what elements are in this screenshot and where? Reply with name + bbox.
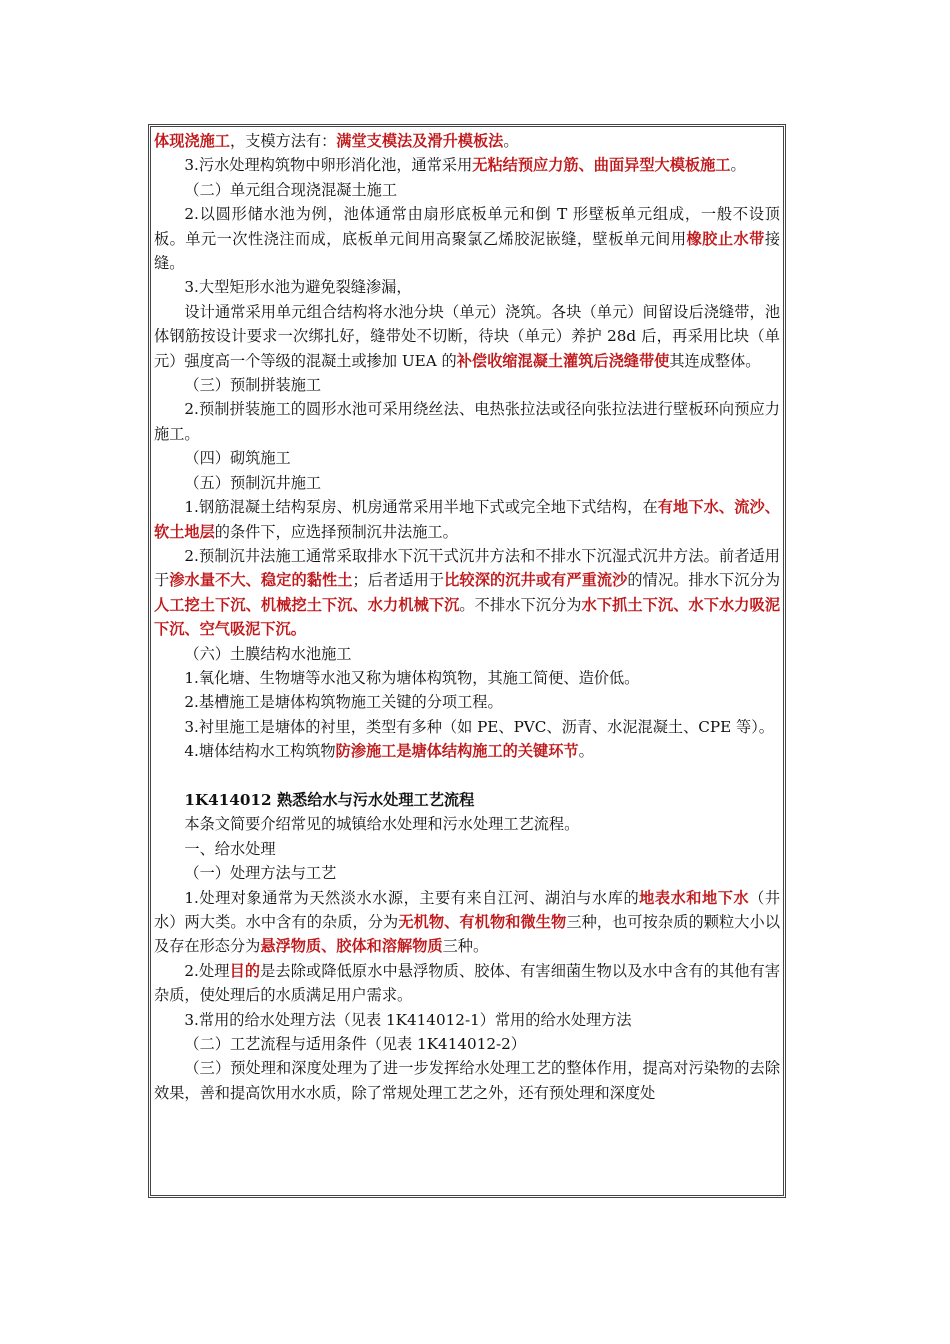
body-text: ；后者适用于 xyxy=(352,571,445,590)
body-text: 一、给水处理 xyxy=(184,839,276,858)
body-text: 本条文简要介绍常见的城镇给水处理和污水处理工艺流程。 xyxy=(184,815,580,834)
body-text: 的条件下，应选择预制沉井法施工。 xyxy=(214,522,458,541)
body-text: 2.处理 xyxy=(184,961,230,980)
body-text: 设计通常采用单元组合结构将水池分块（单元）浇筑。各块（单元）间留设后浇缝带，池体钢筋按设计要求一次绑扎好，缝带处不切断，待块（单元）养护 28d 后，再采用比块（单元）强度高一个等级的混凝土或掺加 UEA 的 xyxy=(154,302,780,370)
document-body xyxy=(151,127,783,1105)
body-text: （三）预处理和深度处理为了进一步发挥给水处理工艺的整体作用，提高对污染物的去除效果，善和提高饮用水水质，除了常规处理工艺之外，还有预处理和深度处 xyxy=(154,1059,780,1102)
highlighted-text: 地表水和地下水 xyxy=(639,888,750,907)
body-text: 1.钢筋混凝土结构泵房、机房通常采用半地下式或完全地下式结构，在 xyxy=(184,498,658,517)
body-text: 。 xyxy=(578,742,594,761)
body-text: （二）单元组合现浇混凝土施工 xyxy=(184,180,398,199)
body-text: 3.大型矩形水池为避免裂缝渗漏， xyxy=(184,278,412,297)
body-text: 2.以圆形储水池为例，池体通常由扇形底板单元和倒 T 形壁板单元组成，一般不设顶板。单元一次性浇注而成，底板单元间用高聚氯乙烯胶泥嵌缝，壁板单元间用 xyxy=(154,205,780,248)
paragraph xyxy=(154,275,780,299)
paragraph xyxy=(154,202,780,275)
body-text: 。不排水下沉分为 xyxy=(459,595,582,614)
highlighted-text: 无机物、有机物和微生物 xyxy=(398,912,567,931)
paragraph xyxy=(154,715,780,739)
body-text: （四）砌筑施工 xyxy=(184,449,291,468)
paragraph xyxy=(154,373,780,397)
body-text: 2.基槽施工是塘体构筑物施工关键的分项工程。 xyxy=(184,693,503,712)
highlighted-text: 渗水量不大、稳定的黏性土 xyxy=(169,571,353,590)
paragraph xyxy=(154,666,780,690)
body-text: （一）处理方法与工艺 xyxy=(184,864,337,883)
body-text: 三种，也可按杂质的颗粒大小以及存在形态分为 xyxy=(154,912,781,956)
paragraph xyxy=(154,129,780,153)
paragraph xyxy=(154,1008,780,1032)
body-text: 3.污水处理构筑物中卵形消化池，通常采用 xyxy=(184,156,473,175)
paragraph xyxy=(154,812,780,836)
body-text: 其连成整体。 xyxy=(669,351,761,370)
body-text: （五）预制沉井施工 xyxy=(184,473,322,492)
paragraph xyxy=(154,446,780,470)
document-frame xyxy=(148,124,786,1198)
highlighted-text: 补偿收缩混凝土灌筑后浇缝带使 xyxy=(456,351,670,370)
highlighted-text: 体现浇施工 xyxy=(154,132,230,150)
body-text: 4.塘体结构水工构筑物 xyxy=(184,742,336,761)
paragraph xyxy=(154,739,780,763)
highlighted-text: 比较深的沉井或有严重流沙 xyxy=(444,571,628,590)
body-text: 接缝。 xyxy=(154,229,781,273)
highlighted-text: 防渗施工是塘体结构施工的关键环节 xyxy=(335,742,579,761)
highlighted-text: 橡胶止水带 xyxy=(686,229,765,248)
body-text: 是去除或降低原水中悬浮物质、胶体、有害细菌生物以及水中含有的其他有害杂质，使处理后的水质满足用户需求。 xyxy=(154,961,781,1005)
body-text: （井水）两大类。水中含有的杂质，分为 xyxy=(154,888,781,931)
body-text: 。 xyxy=(730,156,746,175)
body-text: 3.常用的给水处理方法（见表 1K414012-1）常用的给水处理方法 xyxy=(184,1010,632,1029)
paragraph xyxy=(154,1056,780,1105)
body-text: （二）工艺流程与适用条件（见表 1K414012-2） xyxy=(184,1035,526,1054)
body-text: ，支模方法有： xyxy=(229,132,337,150)
section-heading xyxy=(154,788,780,812)
highlighted-text: 水下抓土下沉、水下水力吸泥下沉、空气吸泥下沉。 xyxy=(154,595,781,639)
paragraph xyxy=(154,495,780,544)
paragraph xyxy=(154,642,780,666)
paragraph xyxy=(154,1032,780,1056)
body-text: 1.处理对象通常为天然淡水水源，主要有来自江河、湖泊与水库的 xyxy=(184,888,640,907)
body-text: 1.氧化塘、生物塘等水池又称为塘体构筑物，其施工简便、造价低。 xyxy=(184,668,640,687)
blank-line xyxy=(154,764,780,788)
body-text: （六）土膜结构水池施工 xyxy=(184,644,352,663)
body-text: 3.衬里施工是塘体的衬里，类型有多种（如 PE、PVC、沥青、水泥混凝土、CPE 等）。 xyxy=(184,717,774,736)
body-text: 2.预制拼装施工的圆形水池可采用绕丝法、电热张拉法或径向张拉法进行壁板环向预应力施工。 xyxy=(154,400,780,443)
highlighted-text: 满堂支模法及滑升模板法 xyxy=(336,132,504,150)
paragraph xyxy=(154,837,780,861)
paragraph xyxy=(154,544,780,642)
highlighted-text: 人工挖土下沉、机械挖土下沉、水力机械下沉 xyxy=(154,595,460,614)
body-text: 三种。 xyxy=(442,937,489,956)
body-text: 2.预制沉井法施工通常采取排水下沉干式沉井方法和不排水下沉湿式沉井方法。前者适用于 xyxy=(154,546,780,590)
paragraph xyxy=(154,300,780,373)
paragraph xyxy=(154,886,780,959)
highlighted-text: 悬浮物质、胶体和溶解物质 xyxy=(260,937,443,956)
body-text: 。 xyxy=(503,132,519,150)
highlighted-text: 目的 xyxy=(229,961,261,980)
body-text: （三）预制拼装施工 xyxy=(184,376,322,395)
paragraph xyxy=(154,471,780,495)
body-text: 的情况。排水下沉分为 xyxy=(627,571,781,590)
paragraph xyxy=(154,397,780,446)
body-text: 1K414012 熟悉给水与污水处理工艺流程 xyxy=(184,790,475,809)
paragraph xyxy=(154,959,780,1008)
highlighted-text: 无粘结预应力筋、曲面异型大模板施工 xyxy=(472,156,731,175)
paragraph xyxy=(154,690,780,714)
paragraph xyxy=(154,178,780,202)
highlighted-text: 有地下水、流沙、软土地层 xyxy=(154,498,780,541)
paragraph xyxy=(154,153,780,177)
paragraph xyxy=(154,861,780,885)
